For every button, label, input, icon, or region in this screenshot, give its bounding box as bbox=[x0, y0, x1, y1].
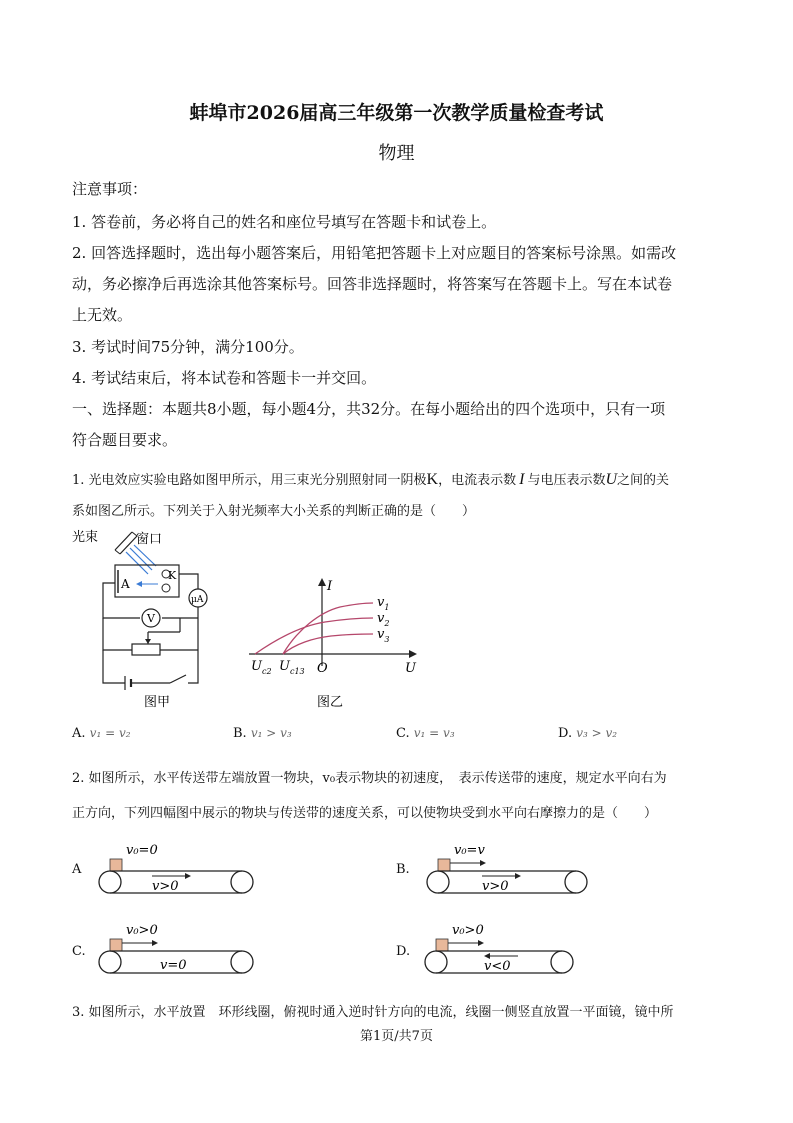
block-a bbox=[110, 859, 122, 871]
q1-symbol-u: U bbox=[605, 471, 618, 488]
figure-circuit bbox=[70, 528, 230, 713]
note-2-line-1: 2. 回答选择题时，选出每小题答案后，用铅笔把答题卡上对应题目的答案标号涂黑。如需改 bbox=[72, 244, 677, 262]
block-c bbox=[110, 939, 122, 951]
q2-option-a-label[interactable]: A bbox=[72, 862, 82, 877]
window-plate bbox=[115, 532, 137, 554]
label-i: I bbox=[327, 579, 333, 594]
q2-option-b-label[interactable]: B. bbox=[396, 862, 410, 877]
label-v1: $v_1$ bbox=[377, 595, 390, 612]
q1-option-b[interactable] bbox=[233, 726, 292, 741]
caption-fig-b: 图乙 bbox=[317, 695, 344, 710]
light-beams bbox=[126, 545, 156, 574]
q1-text-b: ，电流表示数 bbox=[438, 473, 517, 488]
note-2-line-3: 上无效。 bbox=[72, 306, 133, 324]
q2-belt-c bbox=[92, 918, 267, 980]
curve-v1 bbox=[283, 603, 373, 654]
belt-c-top-label: v₀>0 bbox=[126, 923, 158, 938]
q3-stem-line-1: 3. 如图所示，水平放置 环形线圈，俯视时通入逆时针方向的电流，线圈一侧竖直放置一平面镜，镜中所 bbox=[72, 1005, 674, 1020]
curve-v3 bbox=[283, 634, 373, 654]
belt-d-top-label: v₀>0 bbox=[452, 923, 484, 938]
option-c-text: v₁ = v₃ bbox=[413, 726, 455, 740]
q2-belt-d bbox=[418, 918, 593, 980]
page-number: 第1页/共7页 bbox=[360, 1029, 433, 1044]
label-u: U bbox=[405, 661, 416, 676]
label-cathode: K bbox=[168, 569, 177, 582]
note-1: 1. 答卷前，务必将自己的姓名和座位号填写在答题卡和试卷上。 bbox=[72, 213, 497, 231]
belt-b-speed-label: v>0 bbox=[482, 879, 509, 894]
label-uc13: $U_{c13}$ bbox=[279, 659, 305, 676]
q1-symbol-k: K bbox=[426, 471, 439, 488]
q1-stem-line-2: 系如图乙所示。下列关于入射光频率大小关系的判断正确的是（ ） bbox=[72, 504, 476, 519]
belt-a-top-label: v₀=0 bbox=[126, 843, 158, 858]
q1-option-c[interactable] bbox=[396, 726, 455, 741]
block-b bbox=[438, 859, 450, 871]
label-origin: O bbox=[317, 661, 328, 676]
label-voltmeter: V bbox=[147, 612, 155, 625]
label-beam: 光束 bbox=[72, 530, 99, 545]
label-ammeter: μA bbox=[191, 595, 204, 605]
figure-iu-graph bbox=[245, 570, 425, 715]
section-heading-line-2: 符合题目要求。 bbox=[72, 431, 178, 449]
option-a-label: A. bbox=[72, 726, 86, 741]
section-heading-line-1: 一、选择题：本题共8小题，每小题4分，共32分。在每小题给出的四个选项中，只有一项 bbox=[72, 400, 666, 418]
option-d-label: D. bbox=[558, 726, 573, 741]
rheostat bbox=[132, 644, 160, 655]
note-2-line-2: 动，务必擦净后再选涂其他答案标号。回答非选择题时，将答案写在答题卡上。写在本试卷 bbox=[72, 275, 673, 293]
q2-belt-b bbox=[420, 838, 595, 900]
option-c-label: C. bbox=[396, 726, 410, 741]
option-b-label: B. bbox=[233, 726, 247, 741]
label-uc2: $U_{c2}$ bbox=[251, 659, 272, 676]
q1-text-c: 与电压表示数 bbox=[527, 473, 606, 488]
q2-option-d-label[interactable]: D. bbox=[396, 944, 411, 959]
belt-c-speed-label: v=0 bbox=[160, 958, 187, 973]
note-4: 4. 考试结束后，将本试卷和答题卡一并交回。 bbox=[72, 369, 377, 387]
option-b-text: v₁ > v₃ bbox=[250, 726, 292, 740]
note-3: 3. 考试时间75分钟，满分100分。 bbox=[72, 338, 304, 356]
block-d bbox=[436, 939, 448, 951]
label-anode: A bbox=[121, 577, 130, 591]
belt-d-speed-label: v<0 bbox=[484, 959, 511, 974]
q1-option-d[interactable] bbox=[558, 726, 617, 741]
belt-a-speed-label: v>0 bbox=[152, 879, 179, 894]
q2-stem-line-2: 正方向，下列四幅图中展示的物块与传送带的速度关系，可以使物块受到水平向右摩擦力的是（ ） bbox=[72, 806, 658, 821]
q1-text-a: 1. 光电效应实验电路如图甲所示，用三束光分别照射同一阴极 bbox=[72, 473, 427, 488]
curve-v2 bbox=[255, 618, 373, 654]
q2-belt-a bbox=[92, 838, 267, 900]
q1-option-a[interactable] bbox=[72, 726, 131, 741]
belt-b-top-label: v₀=v bbox=[454, 843, 485, 858]
q1-text-d: 之间的关 bbox=[617, 473, 670, 488]
label-v2: $v_2$ bbox=[377, 611, 390, 628]
label-v3: $v_3$ bbox=[377, 627, 390, 644]
q1-symbol-i: I bbox=[519, 471, 525, 488]
notes-heading: 注意事项： bbox=[72, 180, 148, 198]
page-title: 蚌埠市2026届高三年级第一次教学质量检查考试 bbox=[189, 102, 604, 124]
q2-stem-line-1: 2. 如图所示，水平传送带左端放置一物块，v₀表示物块的初速度， 表示传送带的速度，规定水平向右为 bbox=[72, 771, 667, 786]
switch bbox=[170, 675, 186, 683]
q2-option-c-label[interactable]: C. bbox=[72, 944, 86, 959]
option-d-text: v₃ > v₂ bbox=[576, 726, 618, 740]
option-a-text: v₁ = v₂ bbox=[89, 726, 131, 740]
subject-title: 物理 bbox=[378, 143, 415, 164]
caption-fig-a: 图甲 bbox=[144, 695, 171, 710]
q1-stem-line-1 bbox=[72, 469, 669, 489]
label-window: 窗口 bbox=[136, 532, 163, 547]
